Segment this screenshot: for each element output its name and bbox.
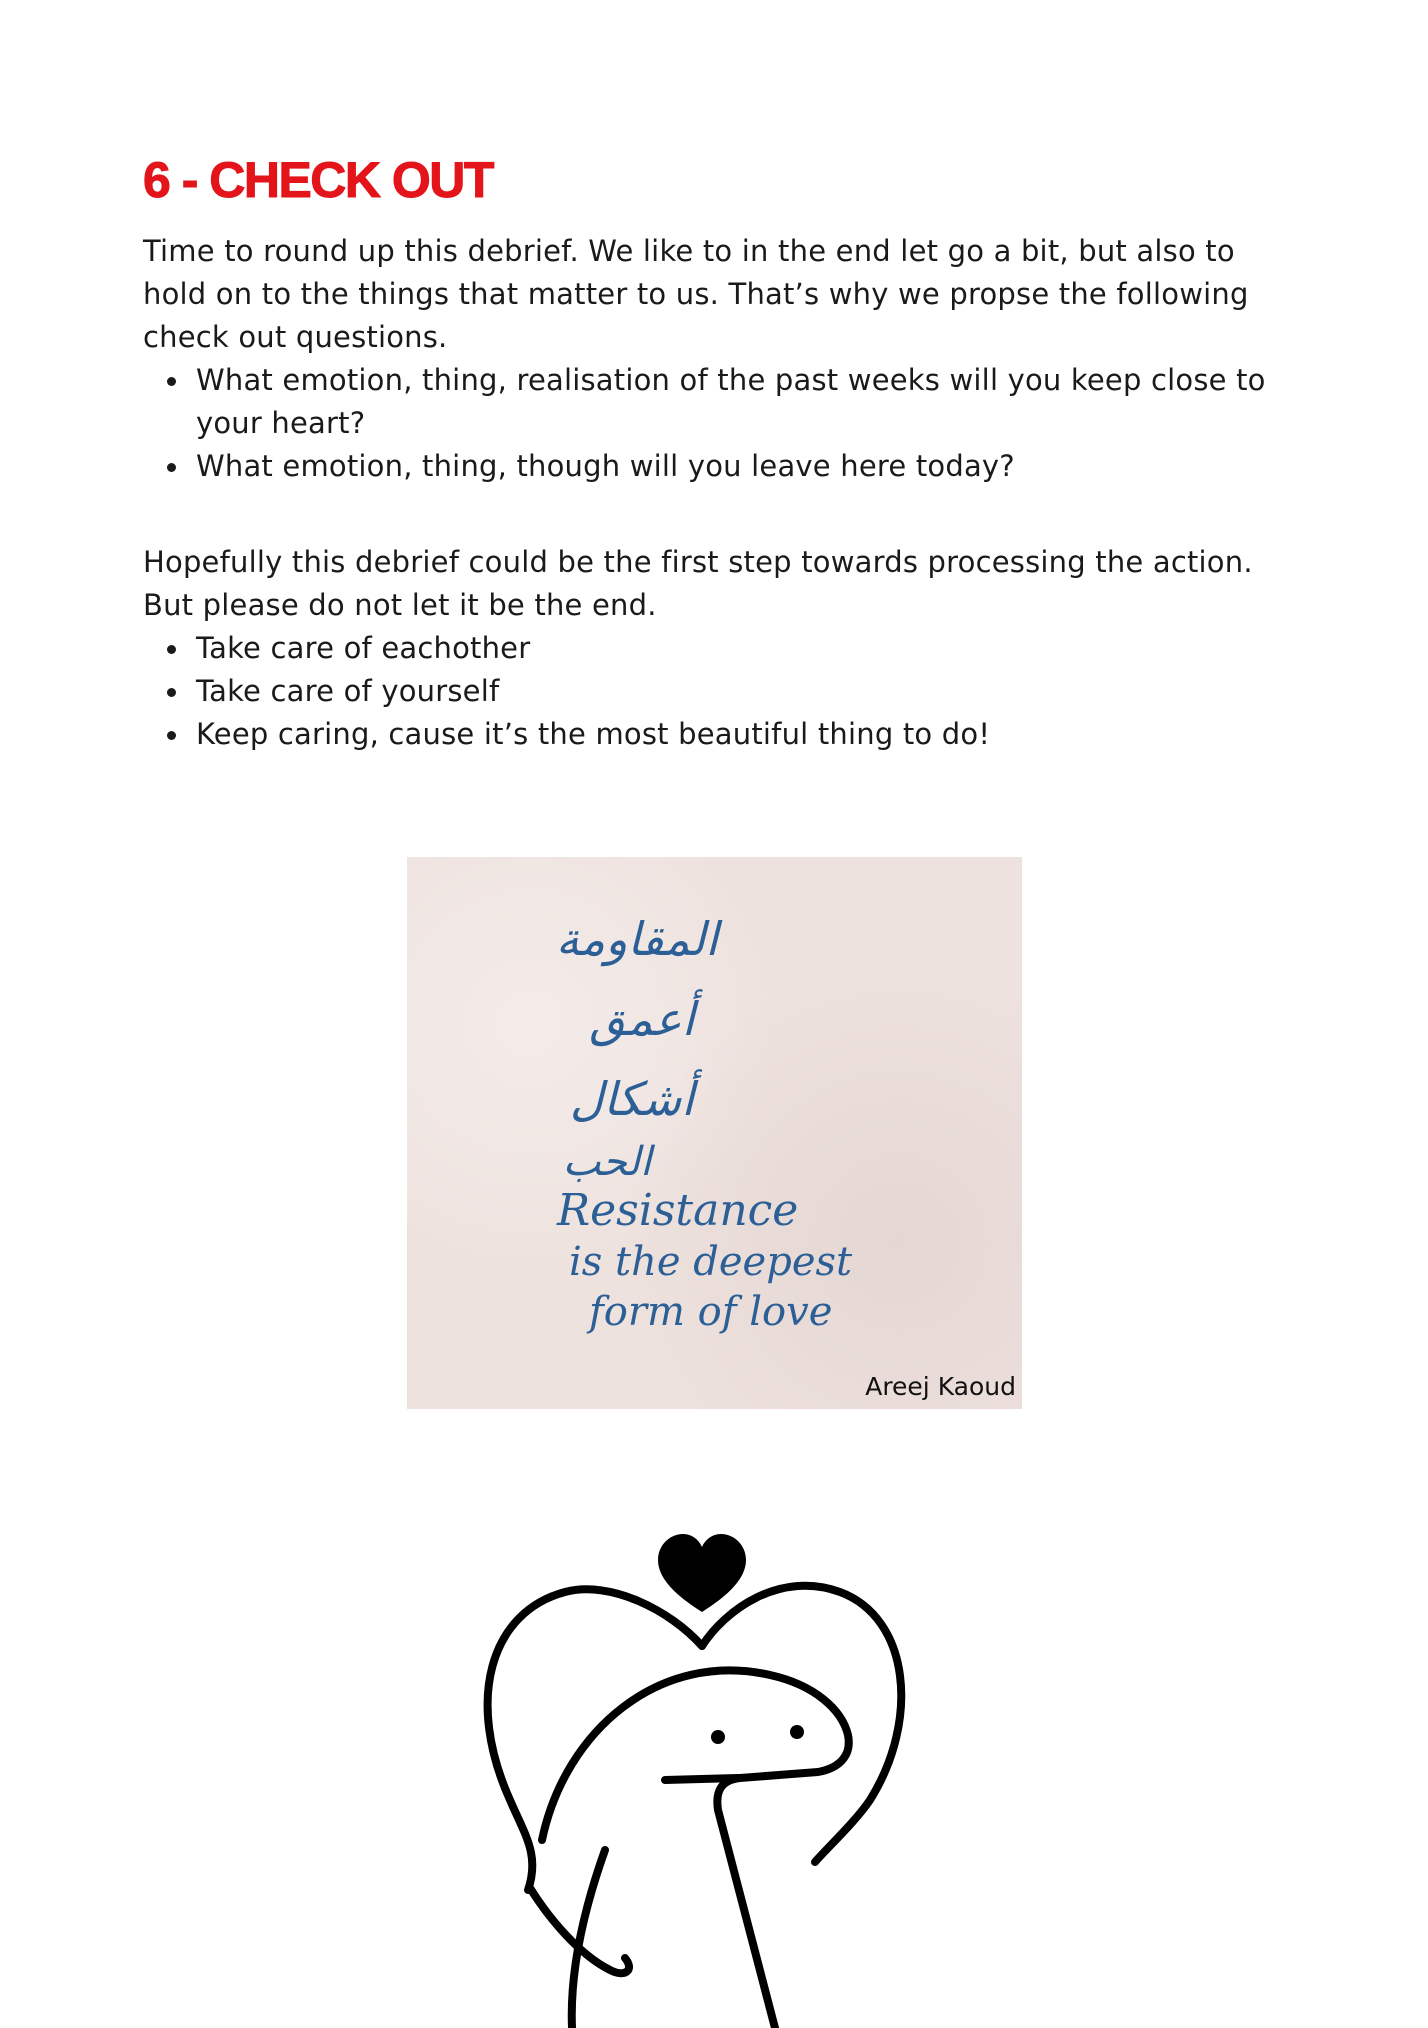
heart-hug-character-icon bbox=[470, 1500, 950, 2028]
character-eye bbox=[711, 1730, 725, 1744]
care-list bbox=[143, 627, 1293, 756]
character-eye bbox=[790, 1725, 804, 1739]
list-item: Take care of yourself bbox=[143, 670, 1293, 713]
closing-paragraph: Hopefully this debrief could be the first step towards processing the action. But please do not let it be the end. bbox=[143, 545, 1253, 622]
intro-section bbox=[143, 230, 1293, 488]
section-heading: 6 - CHECK OUT bbox=[143, 152, 493, 208]
arabic-line: المقاومة bbox=[555, 912, 719, 966]
handwriting-image bbox=[407, 857, 1022, 1409]
list-item: What emotion, thing, realisation of the past weeks will you keep close to your heart? bbox=[143, 359, 1293, 445]
arabic-line: الحب bbox=[562, 1139, 652, 1185]
english-line: form of love bbox=[589, 1289, 833, 1335]
small-heart-icon bbox=[658, 1534, 746, 1612]
photo-credit: Areej Kaoud bbox=[865, 1372, 1016, 1401]
list-item: Take care of eachother bbox=[143, 627, 1293, 670]
english-line: Resistance bbox=[557, 1185, 799, 1236]
arabic-line: أشكال bbox=[569, 1072, 695, 1126]
arabic-line: أعمق bbox=[589, 992, 695, 1046]
english-line: is the deepest bbox=[569, 1239, 853, 1285]
checkout-questions-list bbox=[143, 359, 1293, 488]
list-item: What emotion, thing, though will you leave here today? bbox=[143, 445, 1293, 488]
list-item: Keep caring, cause it’s the most beautiful thing to do! bbox=[143, 713, 1293, 756]
handwritten-note-photo bbox=[407, 857, 1022, 1409]
intro-paragraph: Time to round up this debrief. We like to in the end let go a bit, but also to hold on to the things that matter to us. That’s why we propse the following check out questions. bbox=[143, 234, 1249, 354]
closing-section bbox=[143, 541, 1293, 756]
